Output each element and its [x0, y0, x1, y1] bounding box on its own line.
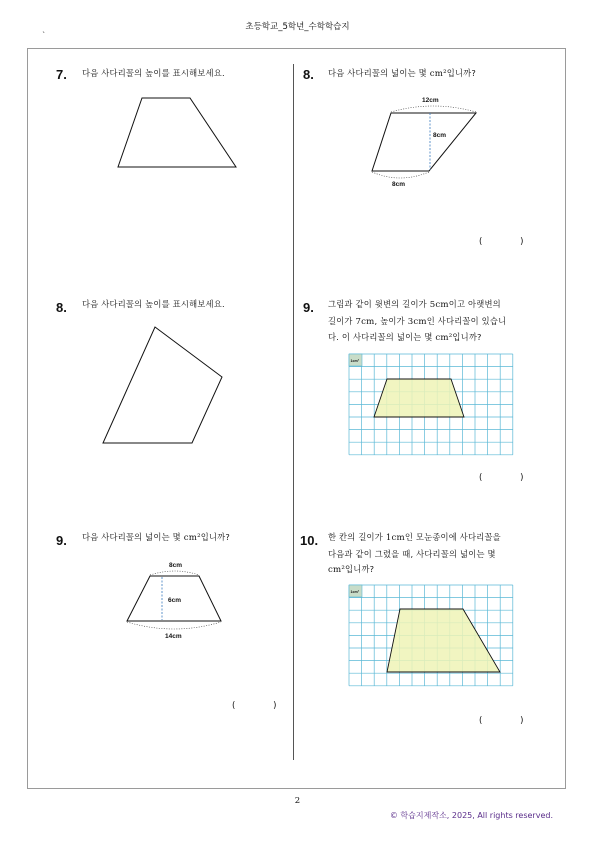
copyright-notice: © 학습지제작소, 2025, All rights reserved. — [389, 811, 553, 820]
answer-blank[interactable]: ( ) — [479, 716, 524, 726]
question-text: 다음 사다리꼴의 넓이는 몇 cm²입니까? — [82, 532, 230, 543]
top-length-label: 12cm — [422, 97, 439, 104]
trapezoid-shape — [387, 609, 500, 672]
answer-blank[interactable]: ( ) — [479, 473, 524, 483]
top-length-label: 8cm — [169, 562, 183, 569]
height-label: 6cm — [168, 597, 182, 604]
bottom-length-label: 14cm — [165, 633, 182, 640]
question-number: 8. — [56, 300, 67, 315]
grid-unit-label: 1cm² — [350, 590, 359, 594]
grid-unit-label: 1cm² — [350, 359, 359, 363]
height-label: 8cm — [433, 132, 447, 139]
question-number: 8. — [303, 67, 314, 82]
header-tick-mark: ` — [42, 31, 46, 40]
answer-blank[interactable]: ( ) — [232, 701, 277, 711]
answer-blank[interactable]: ( ) — [479, 237, 524, 247]
question-number: 9. — [56, 533, 67, 548]
question-number: 9. — [303, 300, 314, 315]
question-text: 그림과 같이 윗변의 길이가 5cm이고 아랫변의 길이가 7cm, 높이가 3cm인 사다리꼴이 있습니 다. 이 사다리꼴의 넓이는 몇 cm²입니까? — [328, 299, 507, 343]
question-text: 다음 사다리꼴의 높이를 표시해보세요. — [82, 299, 225, 309]
question-number: 10. — [300, 533, 319, 548]
question-text: 다음 사다리꼴의 넓이는 몇 cm²입니까? — [328, 68, 476, 79]
question-text: 한 칸의 길이가 1cm인 모눈종이에 사다리꼴을 다음과 같이 그렸을 때, 사다리꼴의 넓이는 몇 cm²입니까? — [328, 532, 501, 575]
page-number: 2 — [294, 796, 301, 806]
bottom-length-label: 8cm — [392, 181, 406, 188]
page-header-title: 초등학교_5학년_수학학습지 — [245, 22, 350, 32]
question-text: 다음 사다리꼴의 높이를 표시해보세요. — [82, 68, 225, 78]
question-number: 7. — [56, 67, 67, 82]
